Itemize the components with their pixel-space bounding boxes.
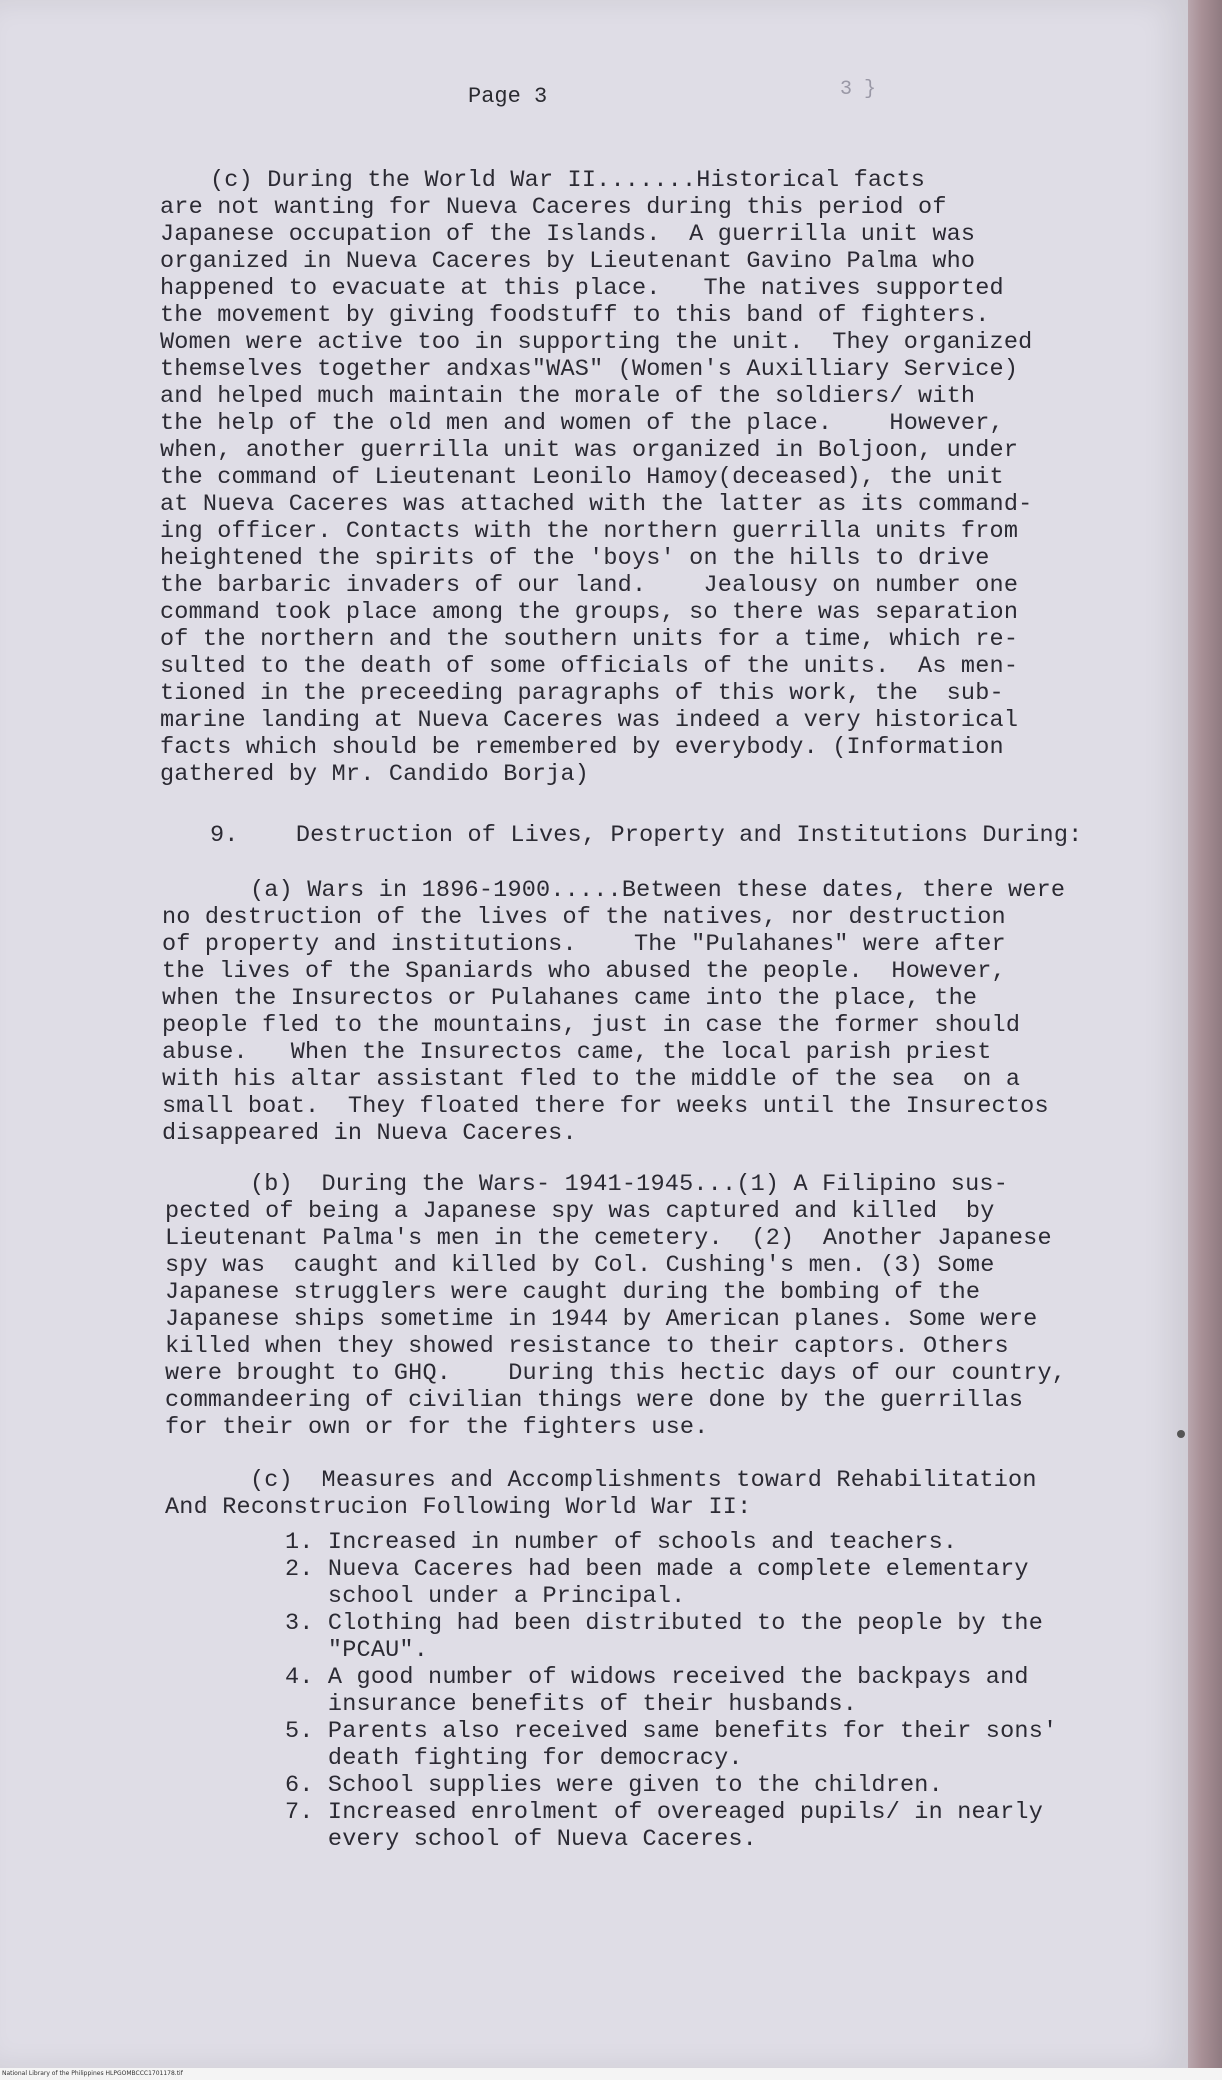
text-line: when, another guerrilla unit was organized in Boljoon, under — [160, 437, 1019, 464]
text-line: (b) During the Wars- 1941-1945...(1) A Filipino sus- — [250, 1171, 1009, 1198]
text-line: ing officer. Contacts with the northern guerrilla units from — [160, 518, 1019, 545]
text-line: heightened the spirits of the 'boys' on the hills to drive — [160, 545, 990, 572]
text-line: command took place among the groups, so there was separation — [160, 599, 1019, 626]
text-line: Women were active too in supporting the unit. They organized — [160, 329, 1033, 356]
list-item-line: 6. School supplies were given to the children. — [285, 1772, 943, 1799]
text-line: no destruction of the lives of the natives, nor destruction — [162, 904, 1006, 931]
text-line: people fled to the mountains, just in case the former should — [162, 1012, 1021, 1039]
text-line: (a) Wars in 1896-1900.....Between these dates, there were — [250, 877, 1066, 904]
text-line: pected of being a Japanese spy was captured and killed by — [165, 1198, 995, 1225]
scan-footer: National Library of the Philippines HLPGOMBCCC1701178.tif — [0, 2068, 1222, 2080]
text-line: Lieutenant Palma's men in the cemetery. (2) Another Japanese — [165, 1225, 1052, 1252]
text-line: Japanese occupation of the Islands. A guerrilla unit was — [160, 221, 976, 248]
text-line: And Reconstrucion Following World War II: — [165, 1494, 752, 1521]
text-line: 9. Destruction of Lives, Property and Institutions During: — [210, 822, 1083, 849]
text-line: spy was caught and killed by Col. Cushing's men. (3) Some — [165, 1252, 995, 1279]
text-line: sulted to the death of some officials of the units. As men- — [160, 653, 1019, 680]
text-line: the help of the old men and women of the place. However, — [160, 410, 1004, 437]
text-line: the barbaric invaders of our land. Jealousy on number one — [160, 572, 1019, 599]
list-item-line: 7. Increased enrolment of overeaged pupils/ in nearly — [285, 1799, 1044, 1826]
text-line: happened to evacuate at this place. The natives supported — [160, 275, 1004, 302]
page-number: Page 3 — [468, 84, 548, 109]
text-line: disappeared in Nueva Caceres. — [162, 1120, 577, 1147]
list-item-line: insurance benefits of their husbands. — [285, 1691, 858, 1718]
binding-hole-dot — [1177, 1430, 1185, 1438]
text-line: themselves together andxas"WAS" (Women's Auxilliary Service) — [160, 356, 1019, 383]
text-line: for their own or for the fighters use. — [165, 1414, 709, 1441]
text-line: and helped much maintain the morale of the soldiers/ with — [160, 383, 976, 410]
text-line: the command of Lieutenant Leonilo Hamoy(deceased), the unit — [160, 464, 1004, 491]
text-line: are not wanting for Nueva Caceres during this period of — [160, 194, 947, 221]
text-line: facts which should be remembered by everybody. (Information — [160, 734, 1004, 761]
text-line: of the northern and the southern units for a time, which re- — [160, 626, 1019, 653]
text-line: killed when they showed resistance to their captors. Others — [165, 1333, 1009, 1360]
text-line: tioned in the preceeding paragraphs of this work, the sub- — [160, 680, 1004, 707]
list-item-line: 2. Nueva Caceres had been made a complete elementary — [285, 1556, 1029, 1583]
text-line: of property and institutions. The "Pulahanes" were after — [162, 931, 1006, 958]
text-line: Japanese strugglers were caught during the bombing of the — [165, 1279, 981, 1306]
book-spine-edge — [1188, 0, 1222, 2080]
text-line: the lives of the Spaniards who abused the people. However, — [162, 958, 1006, 985]
text-line: marine landing at Nueva Caceres was indeed a very historical — [160, 707, 1019, 734]
text-line: small boat. They floated there for weeks until the Insurectos — [162, 1093, 1049, 1120]
text-line: when the Insurectos or Pulahanes came into the place, the — [162, 985, 978, 1012]
text-line: Japanese ships sometime in 1944 by American planes. Some were — [165, 1306, 1038, 1333]
text-line: the movement by giving foodstuff to this band of fighters. — [160, 302, 990, 329]
text-line: (c) Measures and Accomplishments toward Rehabilitation — [250, 1467, 1037, 1494]
text-line: at Nueva Caceres was attached with the latter as its command- — [160, 491, 1033, 518]
list-item-line: 4. A good number of widows received the backpays and — [285, 1664, 1029, 1691]
text-line: with his altar assistant fled to the middle of the sea on a — [162, 1066, 1021, 1093]
text-line: abuse. When the Insurectos came, the local parish priest — [162, 1039, 992, 1066]
list-item-line: "PCAU". — [285, 1637, 429, 1664]
text-line: were brought to GHQ. During this hectic days of our country, — [165, 1360, 1067, 1387]
handwritten-mark: 3 } — [840, 78, 877, 101]
text-line: commandeering of civilian things were done by the guerrillas — [165, 1387, 1024, 1414]
list-item-line: 5. Parents also received same benefits for their sons' — [285, 1718, 1058, 1745]
list-item-line: every school of Nueva Caceres. — [285, 1826, 757, 1853]
list-item-line: 1. Increased in number of schools and teachers. — [285, 1529, 958, 1556]
list-item-line: death fighting for democracy. — [285, 1745, 743, 1772]
text-line: (c) During the World War II.......Historical facts — [210, 167, 926, 194]
list-item-line: 3. Clothing had been distributed to the people by the — [285, 1610, 1044, 1637]
text-line: organized in Nueva Caceres by Lieutenant Gavino Palma who — [160, 248, 976, 275]
list-item-line: school under a Principal. — [285, 1583, 686, 1610]
text-line: gathered by Mr. Candido Borja) — [160, 761, 590, 788]
